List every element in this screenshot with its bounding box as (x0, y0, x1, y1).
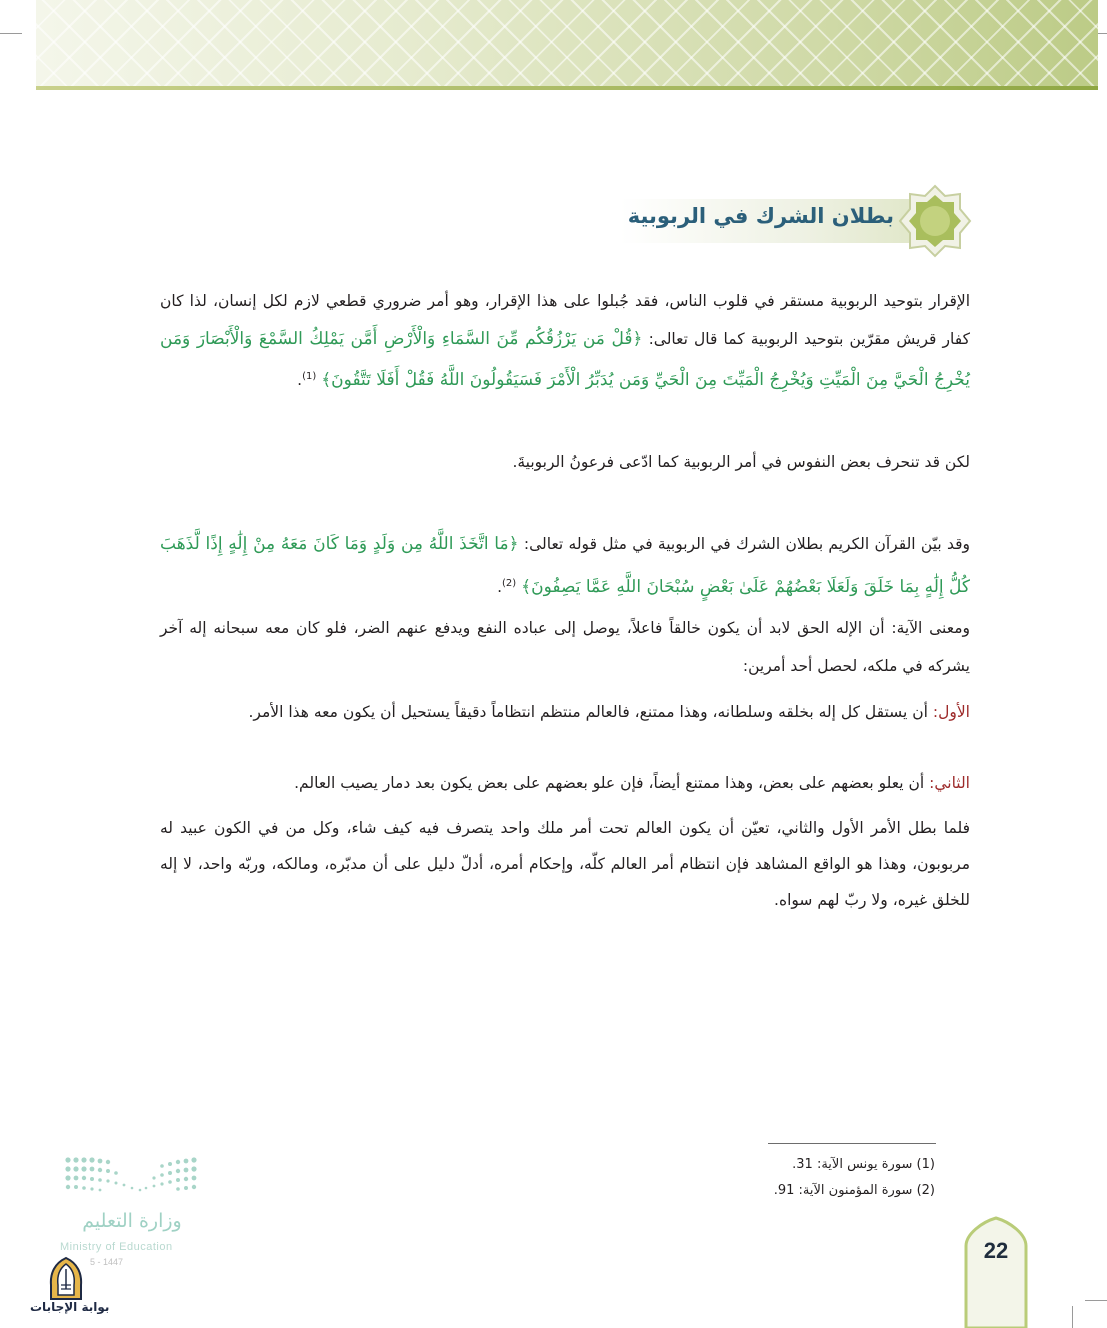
quran-verse: ﴿قُلْ مَن يَرْزُقُكُم مِّنَ السَّمَاءِ وَالْأَرْضِ أَمَّن يَمْلِكُ السَّمْعَ وَالْأَبْصَارَ وَمَن يُخْرِجُ الْحَيَّ مِنَ الْمَيِّتِ وَيُخْرِجُ الْمَيِّتَ مِنَ الْحَيِّ وَمَن يُدَبِّرُ الْأَمْرَ فَسَيَقُولُونَ اللَّهُ فَقُلْ أَفَلَا تَتَّقُونَ﴾ (160, 329, 970, 391)
quran-verse: ﴿مَا اتَّخَذَ اللَّهُ مِن وَلَدٍ وَمَا كَانَ مَعَهُ مِنْ إِلَٰهٍ إِذًا لَّذَهَبَ كُلُّ إِلَٰهٍ بِمَا خَلَقَ وَلَعَلَا بَعْضُهُمْ عَلَىٰ بَعْضٍ سُبْحَانَ اللَّهِ عَمَّا يَصِفُونَ﴾ (160, 534, 970, 598)
paragraph-text: أن يعلو بعضهم على بعض، وهذا ممتنع أيضاً، فإن علو بعضهم على بعض يكون بعد دمار يصيب العالم. (294, 774, 925, 792)
crop-mark (0, 33, 22, 34)
pen-nib-logo-icon (42, 1255, 90, 1303)
section-title: بطلان الشرك في الربوبية (627, 204, 894, 228)
paragraph-text: ومعنى الآية: أن الإله الحق لابد أن يكون خالقاً فاعلاً، يوصل إلى عباده النفع ويدفع عنهم الضر، فلو كان معه سبحانه إله آخر يشركه في ملكه، لحصل أحد أمرين: (160, 619, 970, 675)
decorative-banner (36, 0, 1098, 88)
point-label: الأول: (932, 703, 970, 721)
crop-mark (1085, 1300, 1107, 1301)
ministry-name-en: Ministry of Education (60, 1241, 173, 1253)
paragraph-meaning (160, 609, 970, 685)
ministry-year: 5 - 1447 (90, 1257, 124, 1267)
punctuation: . (297, 371, 303, 390)
ministry-name-ar: وزارة التعليم (82, 1210, 182, 1232)
crop-mark (1072, 1306, 1073, 1328)
footnote-1: (1) سورة يونس الآية: 31. (792, 1157, 935, 1172)
watermark-label: بوابة الإجابات (30, 1300, 110, 1314)
section-header (620, 196, 972, 246)
point-label: الثاني: (929, 774, 970, 792)
paragraph-text: وقد بيّن القرآن الكريم بطلان الشرك في الربوبية في مثل قوله تعالى: (523, 535, 971, 553)
paragraph-intro (160, 282, 970, 399)
paragraph-first (160, 693, 970, 731)
paragraph-text: أن يستقل كل إله بخلقه وسلطانه، وهذا ممتنع، فالعالم منتظم انتظاماً دقيقاً يستحيل أن يكون معه هذا الأمر. (248, 703, 928, 721)
footnote-ref: (1) (302, 371, 317, 382)
footnote-2: (2) سورة المؤمنون الآية: 91. (773, 1183, 935, 1198)
paragraph-second (160, 768, 970, 798)
banner-rule (36, 86, 1098, 90)
footnote-ref: (2) (502, 578, 517, 589)
paragraph-deviation (160, 447, 970, 477)
page-number-tab (964, 1216, 1028, 1328)
paragraph-text: لكن قد تنحرف بعض النفوس في أمر الربوبية كما ادّعى فرعونُ الربوبيةَ. (512, 453, 970, 471)
paragraph-conclusion (160, 810, 970, 918)
punctuation: . (497, 578, 503, 597)
paragraph-evidence (160, 524, 970, 607)
page-number: 22 (983, 1238, 1009, 1263)
paragraph-text: فلما بطل الأمر الأول والثاني، تعيّن أن يكون العالم تحت أمر ملك واحد يتصرف فيه كيف شاء، وكل من في الكون عبيد له مربوبون، وهذا هو الواقع المشاهد فإن انتظام أمر العالم كلّه، وإحكام أمره، أدلّ دليل على أن مدبّره، ومالكه، وربّه واحد، لا إله للخلق غيره، ولا ربّ لهم سواه. (160, 819, 970, 909)
footnote-divider (768, 1143, 936, 1144)
octagon-star-icon (898, 184, 972, 258)
paragraph-text: الإقرار بتوحيد الربوبية مستقر في قلوب الناس، فقد جُبلوا على هذا الإقرار، وهو أمر ضروري قطعي لازم لكل إنسان، لذا كان كفار قريش مقرّين بتوحيد الربوبية كما قال تعالى: (160, 292, 970, 348)
